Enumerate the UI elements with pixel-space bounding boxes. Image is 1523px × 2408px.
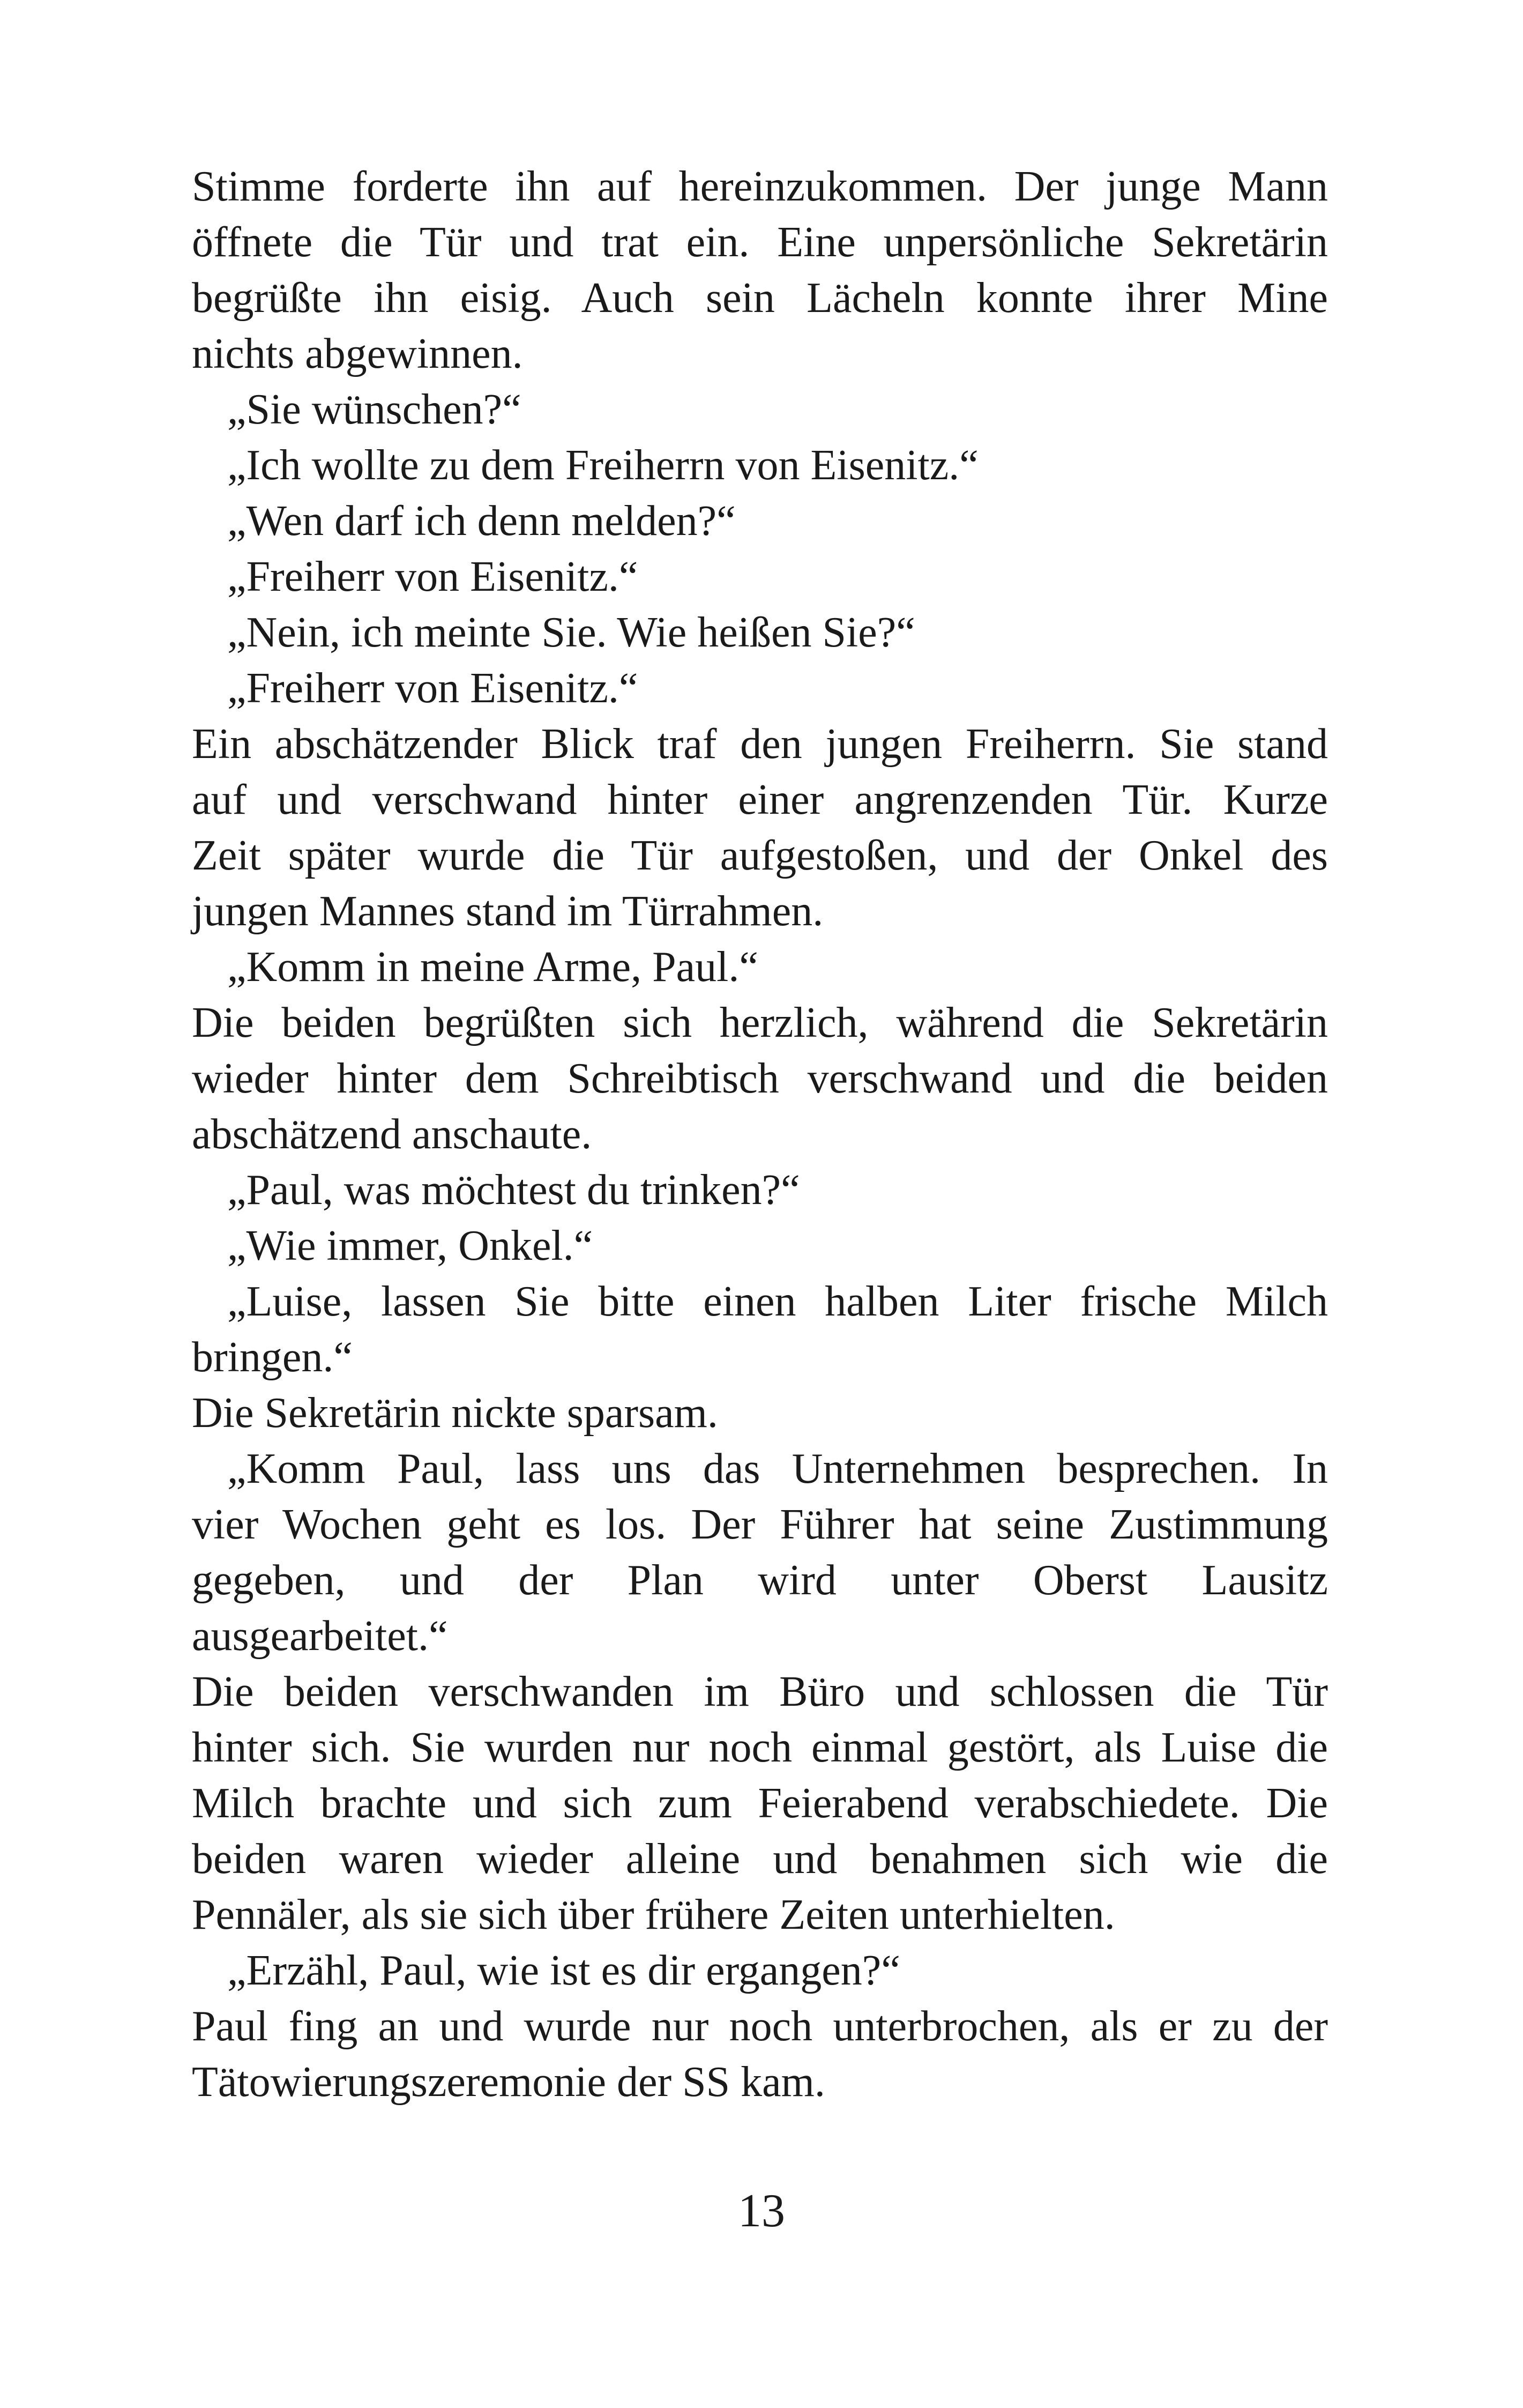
text-line: ausgearbeitet.“ xyxy=(192,1612,448,1660)
text-line: hinter sich. Sie wurden nur noch einmal gestört, als Luise die xyxy=(192,1724,1328,1771)
text-line: abschätzend anschaute. xyxy=(192,1111,592,1158)
text-line: „Freiherr von Eisenitz.“ xyxy=(227,553,638,600)
text-line: „Wie immer, Onkel.“ xyxy=(227,1222,593,1269)
text-line: „Wen darf ich denn melden?“ xyxy=(227,497,736,545)
text-line: „Nein, ich meinte Sie. Wie heißen Sie?“ xyxy=(227,609,915,656)
text-line: „Komm Paul, lass uns das Unternehmen besprechen. In xyxy=(227,1445,1328,1492)
text-line: vier Wochen geht es los. Der Führer hat seine Zustimmung xyxy=(192,1501,1328,1548)
text-line: begrüßte ihn eisig. Auch sein Lächeln konnte ihrer Mine xyxy=(192,274,1328,322)
text-line: beiden waren wieder alleine und benahmen sich wie die xyxy=(192,1835,1328,1883)
text-line: öffnete die Tür und trat ein. Eine unpersönliche Sekretärin xyxy=(192,219,1328,266)
text-line: bringen.“ xyxy=(192,1334,353,1381)
page-number: 13 xyxy=(738,2185,785,2237)
text-line: Zeit später wurde die Tür aufgestoßen, und der Onkel des xyxy=(192,832,1328,879)
text-line: „Luise, lassen Sie bitte einen halben Liter frische Milch xyxy=(227,1278,1328,1325)
text-line: Tätowierungszeremonie der SS kam. xyxy=(192,2058,825,2106)
text-line: jungen Mannes stand im Türrahmen. xyxy=(192,888,824,935)
text-line: nichts abgewinnen. xyxy=(192,330,523,377)
text-line: Stimme forderte ihn auf hereinzukommen. Der junge Mann xyxy=(192,163,1328,210)
text-line: „Paul, was möchtest du trinken?“ xyxy=(227,1166,800,1214)
text-line: „Sie wünschen?“ xyxy=(227,386,521,433)
text-line: gegeben, und der Plan wird unter Oberst Lausitz xyxy=(192,1557,1328,1604)
text-line: wieder hinter dem Schreibtisch verschwand und die beiden xyxy=(192,1055,1328,1102)
text-line: Die beiden verschwanden im Büro und schlossen die Tür xyxy=(192,1668,1328,1715)
text-line: Paul fing an und wurde nur noch unterbrochen, als er zu der xyxy=(192,2003,1328,2050)
text-line: „Freiherr von Eisenitz.“ xyxy=(227,665,638,712)
text-line: Ein abschätzender Blick traf den jungen Freiherrn. Sie stand xyxy=(192,720,1328,768)
text-line: „Erzähl, Paul, wie ist es dir ergangen?“ xyxy=(227,1947,900,1994)
text-line: auf und verschwand hinter einer angrenzenden Tür. Kurze xyxy=(192,776,1328,823)
text-line: „Ich wollte zu dem Freiherrn von Eisenitz.“ xyxy=(227,442,979,489)
text-line: Pennäler, als sie sich über frühere Zeiten unterhielten. xyxy=(192,1891,1115,1938)
text-line: Die beiden begrüßten sich herzlich, während die Sekretärin xyxy=(192,999,1328,1046)
text-line: Milch brachte und sich zum Feierabend verabschiedete. Die xyxy=(192,1780,1328,1827)
body-text xyxy=(192,159,1328,2110)
text-line: „Komm in meine Arme, Paul.“ xyxy=(227,943,758,991)
text-line: Die Sekretärin nickte sparsam. xyxy=(192,1389,718,1437)
